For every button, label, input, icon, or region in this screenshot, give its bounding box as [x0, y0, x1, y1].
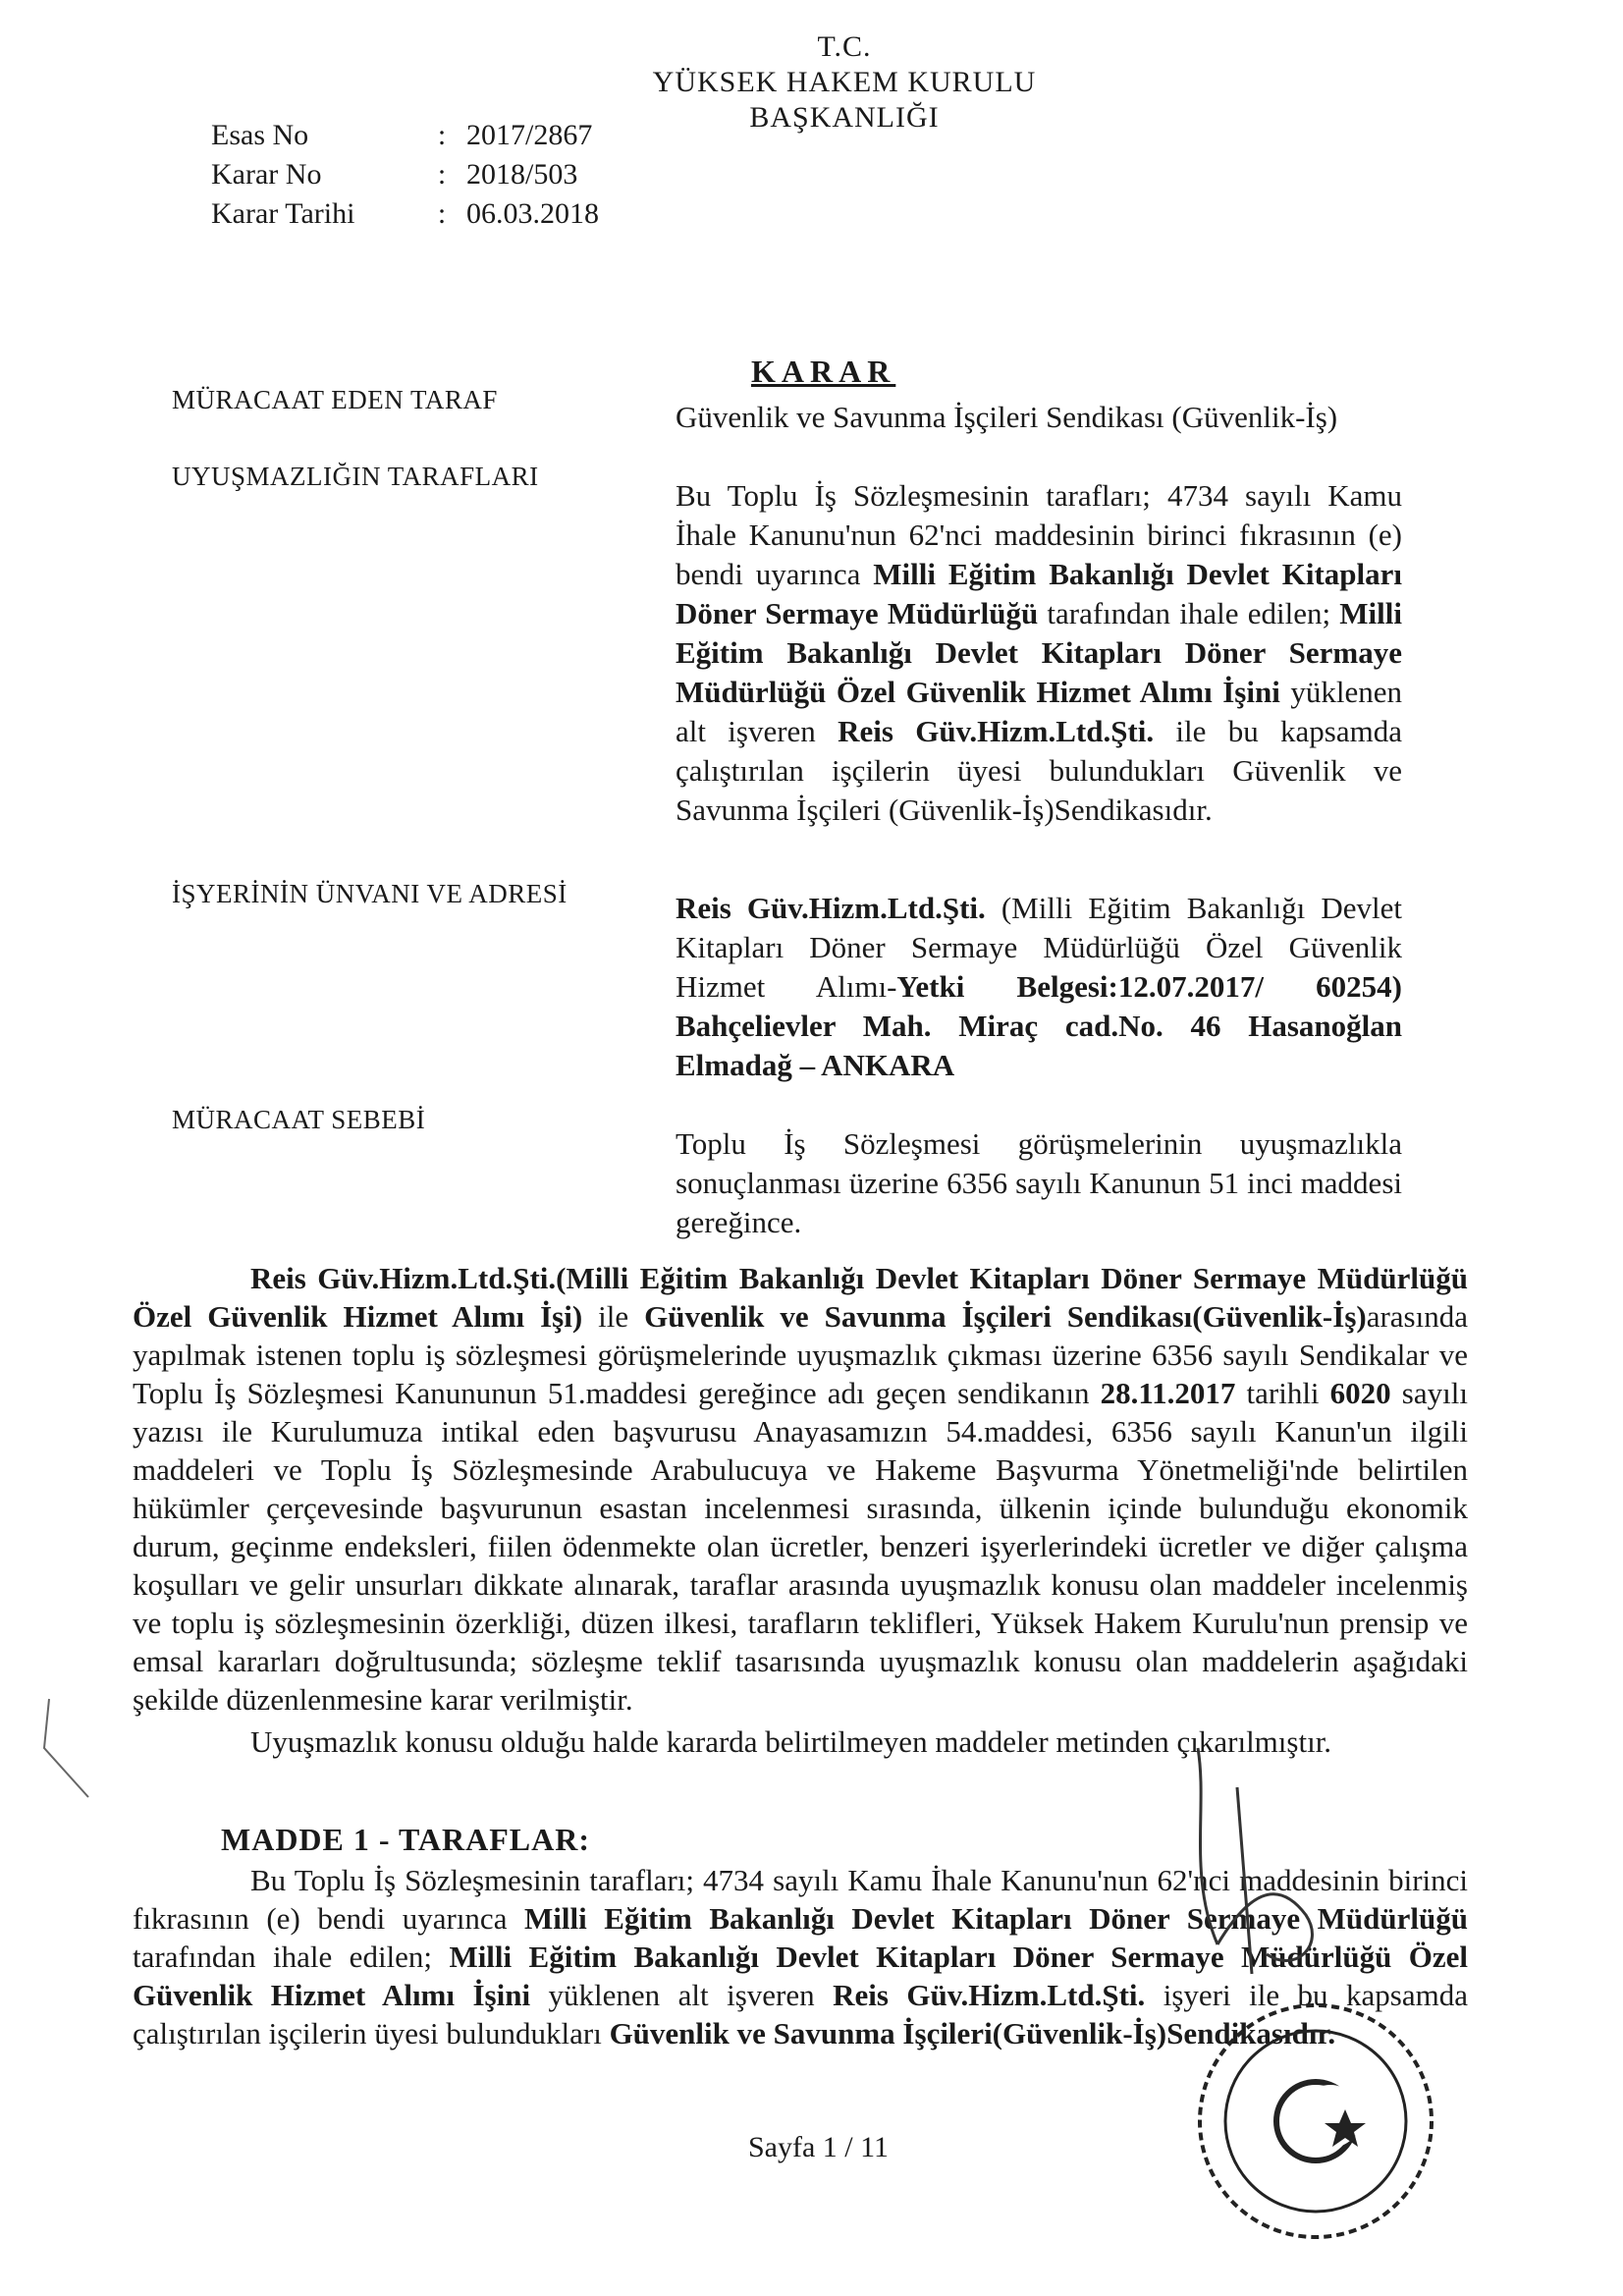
- header-tc: T.C.: [817, 30, 872, 63]
- esas-label: Esas No: [211, 119, 309, 151]
- decision-body: [133, 1259, 1468, 1719]
- body-bold: 28.11.2017: [1100, 1376, 1236, 1410]
- muracaat-label: MÜRACAAT EDEN TARAF: [172, 385, 498, 414]
- tarih-colon: :: [437, 197, 447, 230]
- taraflar-bold: Milli Eğitim Bakanlığı Devlet Kitapları Döner Sermaye Müdürlüğü Özel Güvenlik Hizmet Alımı İşini: [676, 596, 1402, 709]
- case-meta: [211, 116, 599, 234]
- madde-bold: Milli Eğitim Bakanlığı Devlet Kitapları Döner Sermaye Müdürlüğü: [524, 1901, 1468, 1936]
- isyeri-part: (Milli Eğitim Bakanlığı Devlet Kitapları Döner Sermaye Müdürlüğü Özel Güvenlik Hizmet Alımı-: [676, 891, 1402, 1004]
- taraflar-bold: Reis Güv.Hizm.Ltd.Şti.: [838, 714, 1155, 748]
- madde-part: Bu Toplu İş Sözleşmesinin tarafları; 4734 sayılı Kamu İhale Kanunu'nun 62'nci maddesinin birinci fıkrasının (e) bendi uyarınca: [133, 1863, 1468, 1936]
- body-bold: Güvenlik ve Savunma İşçileri Sendikası(Güvenlik-İş): [644, 1299, 1367, 1334]
- karar-colon: :: [437, 158, 447, 191]
- taraflar-part: ile bu kapsamda çalıştırılan işçilerin üyesi bulundukları Güvenlik ve Savunma İşçileri (Güvenlik-İş)Sendikasıdır.: [676, 714, 1402, 827]
- taraflar-part: yüklenen alt işveren: [676, 675, 1402, 748]
- madde-part: tarafından ihale edilen;: [133, 1940, 450, 1974]
- esas-colon: :: [437, 119, 447, 151]
- page-number: Sayfa 1 / 11: [748, 2131, 890, 2163]
- decision-paragraph: [133, 1259, 1468, 1761]
- madde-bold: Milli Eğitim Bakanlığı Devlet Kitapları Döner Sermaye Müdürlüğü Özel Güvenlik Hizmet Alımı İşini: [133, 1940, 1468, 2012]
- sebep-label: MÜRACAAT SEBEBİ: [172, 1105, 426, 1134]
- tarih-value: 06.03.2018: [466, 197, 599, 230]
- isyeri-label: İŞYERİNİN ÜNVANI VE ADRESİ: [172, 879, 568, 908]
- esas-row: [211, 116, 599, 155]
- header-kurul: YÜKSEK HAKEM KURULU: [652, 66, 1037, 98]
- body-part: tarihli: [1235, 1376, 1330, 1410]
- isyeri-bold: Yetki Belgesi:12.07.2017/ 60254) Bahçelievler Mah. Miraç cad.No. 46 Hasanoğlan Elmadağ – ANKARA: [676, 969, 1402, 1082]
- esas-value: 2017/2867: [466, 119, 593, 151]
- madde-part: yüklenen alt işveren: [530, 1978, 834, 2012]
- body-bold: Reis Güv.Hizm.Ltd.Şti.(Milli Eğitim Bakanlığı Devlet Kitapları Döner Sermaye Müdürlüğü Özel Güvenlik Hizmet Alımı İşi): [133, 1261, 1468, 1334]
- madde-bold: Güvenlik ve Savunma İşçileri(Güvenlik-İş)Sendikasıdır.: [609, 2016, 1336, 2050]
- body-part: ile: [582, 1299, 645, 1334]
- taraflar-label: UYUŞMAZLIĞIN TARAFLARI: [172, 462, 539, 491]
- isyeri-bold: Reis Güv.Hizm.Ltd.Şti.: [676, 891, 986, 925]
- body-part: sayılı yazısı ile Kurulumuza intikal eden başvurusu Anayasamızın 54.maddesi, 6356 sayılı Kanun'un ilgili maddeleri ve Toplu İş Sözleşmesinde Arabulucuya ve Hakeme Başvurma Yönetmeliği'nde belirtilen hükümler çerçevesinde başvurunun esastan incelenmesi sırasında, ülkenin içinde bulunduğu ekonomik durum, geçinme endeksleri, fiilen ödenmekte olan ücretler, benzeri işyerlerindeki ücretler ve diğer çalışma koşulları ve gelir unsurları dikkate alınarak, taraflar arasında uyuşmazlık konusu olan maddeler incelenmiş ve toplu iş sözleşmesinin özerkliği, düzen ilkesi, tarafların teklifleri, Yüksek Hakem Kurulu'nun prensip ve emsal kararları doğrultusunda; sözleşme teklif tasarısında uyuşmazlık konusu olan maddelerin aşağıdaki şekilde düzenlenmesine karar verilmiştir.: [133, 1376, 1468, 1717]
- karar-value: 2018/503: [466, 158, 578, 191]
- taraflar-part: Bu Toplu İş Sözleşmesinin tarafları; 4734 sayılı Kamu İhale Kanunu'nun 62'nci maddesinin birinci fıkrasının (e) bendi uyarınca: [676, 478, 1402, 591]
- sebep-text: Toplu İş Sözleşmesi görüşmelerinin uyuşmazlıkla sonuçlanması üzerine 6356 sayılı Kanunun 51 inci maddesi gereğince.: [676, 1126, 1402, 1239]
- taraflar-part: tarafından ihale edilen;: [1038, 596, 1340, 630]
- margin-mark: [20, 1689, 108, 1807]
- body-part: arasında yapılmak istenen toplu iş sözleşmesi görüşmelerinde uyuşmazlık çıkması üzerine 6356 sayılı Sendikalar ve Toplu İş Sözleşmesi Kanununun 51.maddesi gereğince adı geçen sendikanın: [133, 1299, 1468, 1410]
- body-bold: 6020: [1329, 1376, 1391, 1410]
- official-seal: [1188, 1994, 1443, 2249]
- karar-title: KARAR: [751, 354, 896, 389]
- karar-label: Karar No: [211, 158, 322, 191]
- institution-header: [638, 29, 1051, 136]
- madde-1-title: MADDE 1 - TARAFLAR:: [221, 1822, 591, 1857]
- taraflar-text: [676, 476, 1402, 830]
- madde-part: işyeri ile bu kapsamda çalıştırılan işçilerin üyesi bulundukları: [133, 1978, 1468, 2050]
- tarih-row: [211, 194, 599, 234]
- tarih-label: Karar Tarihi: [211, 197, 355, 230]
- taraflar-bold: Milli Eğitim Bakanlığı Devlet Kitapları Döner Sermaye Müdürlüğü: [676, 557, 1402, 630]
- karar-row: [211, 155, 599, 194]
- isyeri-text: [676, 889, 1402, 1085]
- muracaat-text: Güvenlik ve Savunma İşçileri Sendikası (Güvenlik-İş): [676, 400, 1338, 434]
- madde-bold: Reis Güv.Hizm.Ltd.Şti.: [833, 1978, 1146, 2012]
- header-baskanlik: BAŞKANLIĞI: [749, 101, 940, 134]
- removed-articles-note: Uyuşmazlık konusu olduğu halde kararda belirtilmeyen maddeler metinden çıkarılmıştır.: [250, 1724, 1332, 1759]
- signature-mark: [1159, 1728, 1375, 2003]
